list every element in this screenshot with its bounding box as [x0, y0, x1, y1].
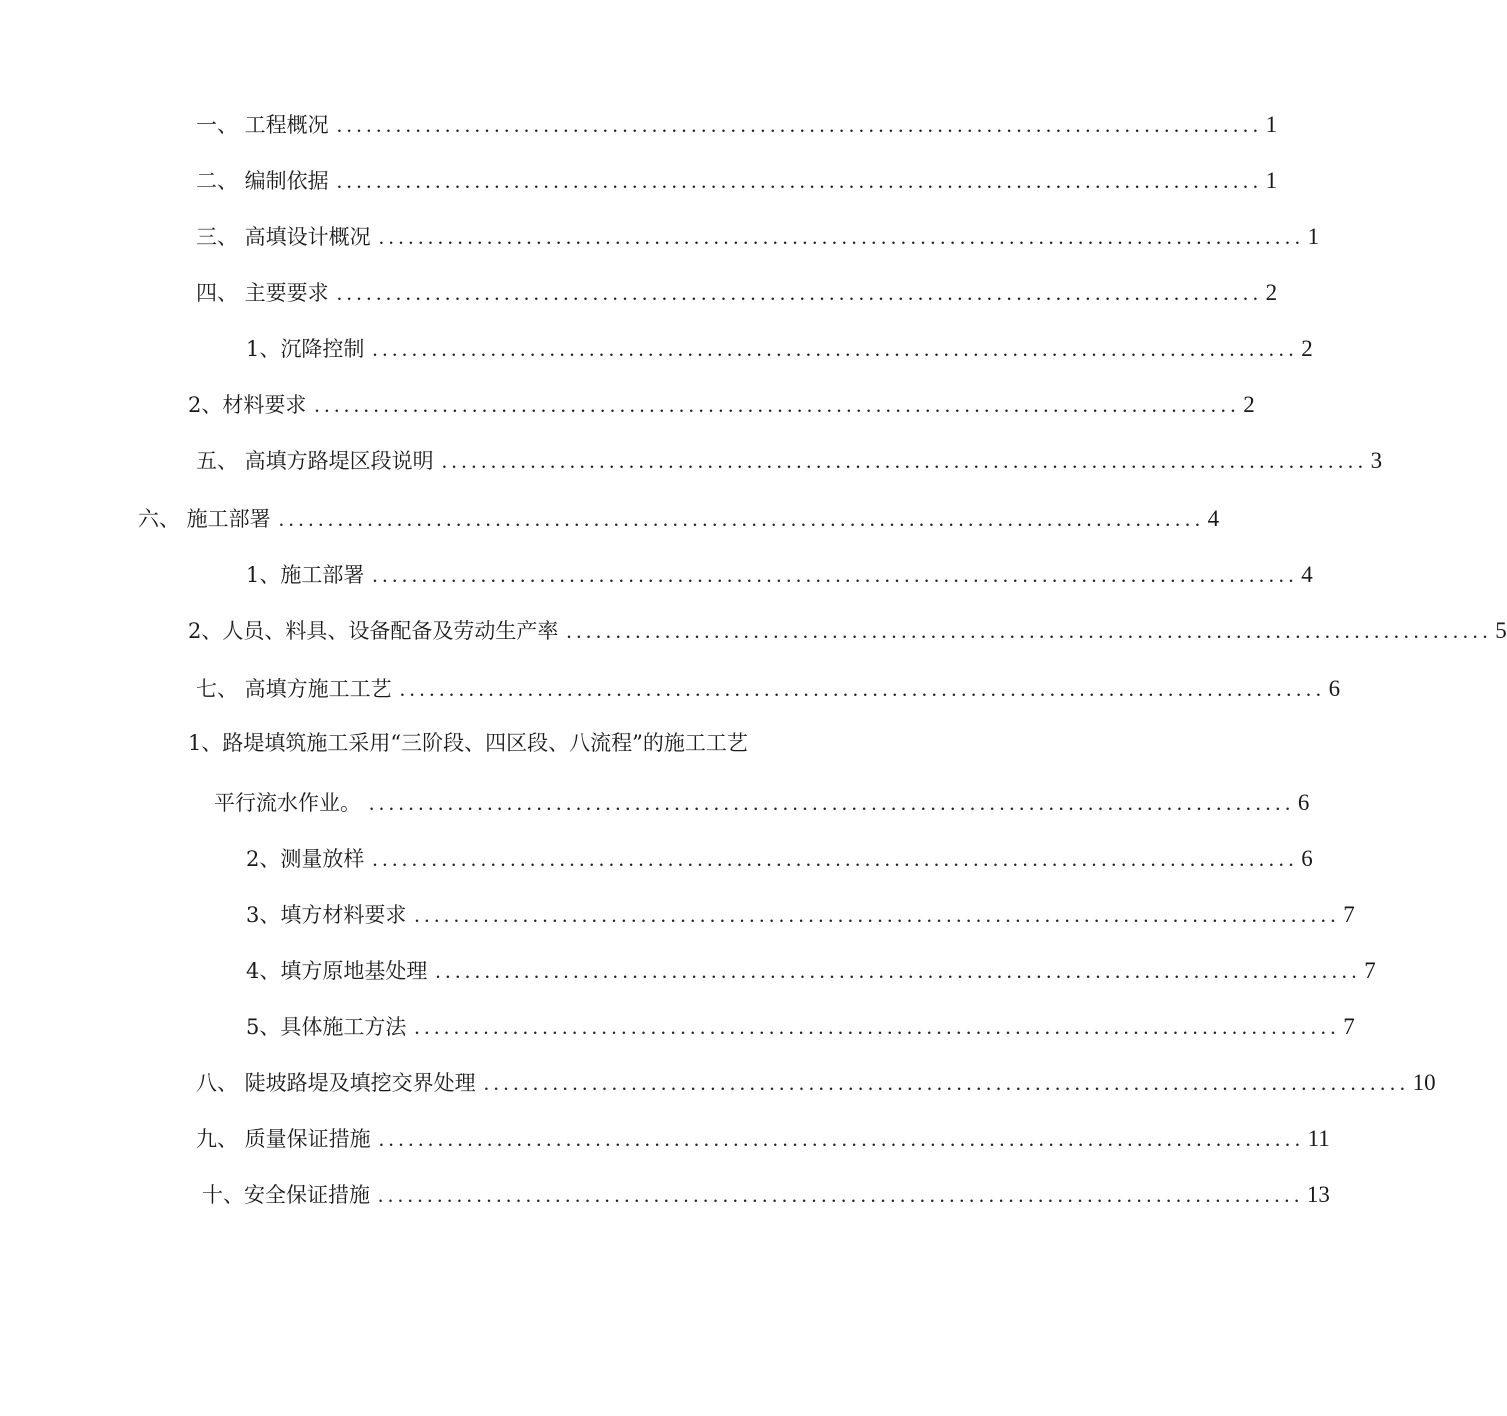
dot-leader: .............................................................................................. — [378, 1127, 1305, 1151]
toc-entry-label: 1、沉降控制 — [246, 337, 365, 361]
dot-leader: .............................................................................................. — [378, 225, 1305, 249]
toc-entry-label: 六、 施工部署 — [138, 507, 271, 531]
toc-entry-label: 八、 陡坡路堤及填挖交界处理 — [196, 1071, 476, 1095]
toc-entry[interactable] — [246, 840, 1313, 874]
dot-leader: .............................................................................................. — [414, 1015, 1341, 1039]
toc-entry[interactable] — [196, 274, 1278, 308]
toc-entry[interactable] — [196, 218, 1320, 252]
toc-entry[interactable] — [202, 1176, 1330, 1210]
toc-entry-label: 1、施工部署 — [246, 563, 365, 587]
dot-leader: .............................................................................................. — [414, 903, 1341, 927]
dot-leader: .............................................................................................. — [441, 449, 1368, 473]
toc-entry[interactable] — [188, 612, 1507, 646]
toc-entry[interactable] — [196, 1064, 1436, 1098]
toc-entry-label: 三、 高填设计概况 — [196, 225, 371, 249]
toc-entry-label: 3、填方材料要求 — [246, 903, 407, 927]
toc-entry[interactable] — [246, 896, 1355, 930]
dot-leader: .............................................................................................. — [399, 677, 1326, 701]
dot-leader: .............................................................................................. — [566, 619, 1493, 643]
toc-page-number: 2 — [1243, 392, 1255, 417]
toc-entry-label: 2、测量放样 — [246, 847, 365, 871]
toc-page-number: 1 — [1265, 168, 1278, 193]
dot-leader: .............................................................................................. — [336, 281, 1263, 305]
toc-entry[interactable] — [246, 952, 1376, 986]
toc-page-number: 1 — [1307, 224, 1320, 249]
toc-entry[interactable] — [196, 106, 1278, 140]
dot-leader: .............................................................................................. — [314, 393, 1241, 417]
toc-entry-label: 5、具体施工方法 — [246, 1015, 407, 1039]
toc-page-number: 4 — [1207, 506, 1220, 531]
toc-entry[interactable] — [196, 1120, 1330, 1154]
dot-leader: .............................................................................................. — [336, 113, 1263, 137]
dot-leader: .............................................................................................. — [372, 847, 1299, 871]
toc-entry-label: 2、材料要求 — [188, 393, 307, 417]
toc-entry[interactable] — [246, 330, 1313, 364]
toc-entry-label: 五、 高填方路堤区段说明 — [196, 449, 434, 473]
toc-page-number: 6 — [1301, 846, 1313, 871]
toc-entry-label: 十、安全保证措施 — [202, 1183, 370, 1207]
toc-page-number: 4 — [1301, 562, 1313, 587]
toc-entry[interactable] — [138, 500, 1220, 534]
dot-leader: .............................................................................................. — [336, 169, 1263, 193]
toc-page-number: 2 — [1301, 336, 1313, 361]
toc-page-number: 1 — [1265, 112, 1278, 137]
toc-entry[interactable] — [196, 162, 1278, 196]
toc-page-number: 7 — [1364, 958, 1376, 983]
dot-leader: .............................................................................................. — [372, 337, 1299, 361]
toc-entry[interactable] — [246, 556, 1313, 590]
toc-entry-label: 四、 主要要求 — [196, 281, 329, 305]
toc-entry-label: 九、 质量保证措施 — [196, 1127, 371, 1151]
toc-entry-label: 七、 高填方施工工艺 — [196, 677, 392, 701]
toc-page-number: 13 — [1306, 1182, 1330, 1207]
dot-leader: .............................................................................................. — [483, 1071, 1410, 1095]
dot-leader: .............................................................................................. — [372, 563, 1299, 587]
toc-entry[interactable] — [246, 1008, 1355, 1042]
toc-page-number: 6 — [1297, 790, 1310, 815]
toc-page-number: 11 — [1307, 1126, 1330, 1151]
toc-page-number: 2 — [1265, 280, 1278, 305]
toc-entry-label: 4、填方原地基处理 — [246, 959, 428, 983]
toc-entry[interactable] — [196, 670, 1341, 704]
toc-page-number: 10 — [1412, 1070, 1436, 1095]
toc-entry[interactable] — [214, 784, 1310, 818]
toc-page-number: 6 — [1328, 676, 1341, 701]
toc-page-number: 3 — [1370, 448, 1383, 473]
toc-entry[interactable] — [196, 442, 1383, 476]
toc-entry[interactable] — [188, 386, 1255, 420]
dot-leader: .............................................................................................. — [278, 507, 1205, 531]
toc-entry-wrapped-line[interactable]: 1、路堤填筑施工采用“三阶段、四区段、八流程”的施工工艺 — [188, 731, 748, 755]
toc-entry-label: 2、人员、料具、设备配备及劳动生产率 — [188, 619, 559, 643]
toc-entry-label: 二、 编制依据 — [196, 169, 329, 193]
toc-entry-label: 一、 工程概况 — [196, 113, 329, 137]
toc-entry-label: 平行流水作业。 — [214, 791, 361, 815]
toc-page-number: 7 — [1343, 1014, 1355, 1039]
toc-page-number: 5 — [1495, 618, 1507, 643]
dot-leader: .............................................................................................. — [435, 959, 1362, 983]
dot-leader: .............................................................................................. — [378, 1183, 1304, 1207]
toc-page-number: 7 — [1343, 902, 1355, 927]
dot-leader: .............................................................................................. — [369, 791, 1295, 815]
